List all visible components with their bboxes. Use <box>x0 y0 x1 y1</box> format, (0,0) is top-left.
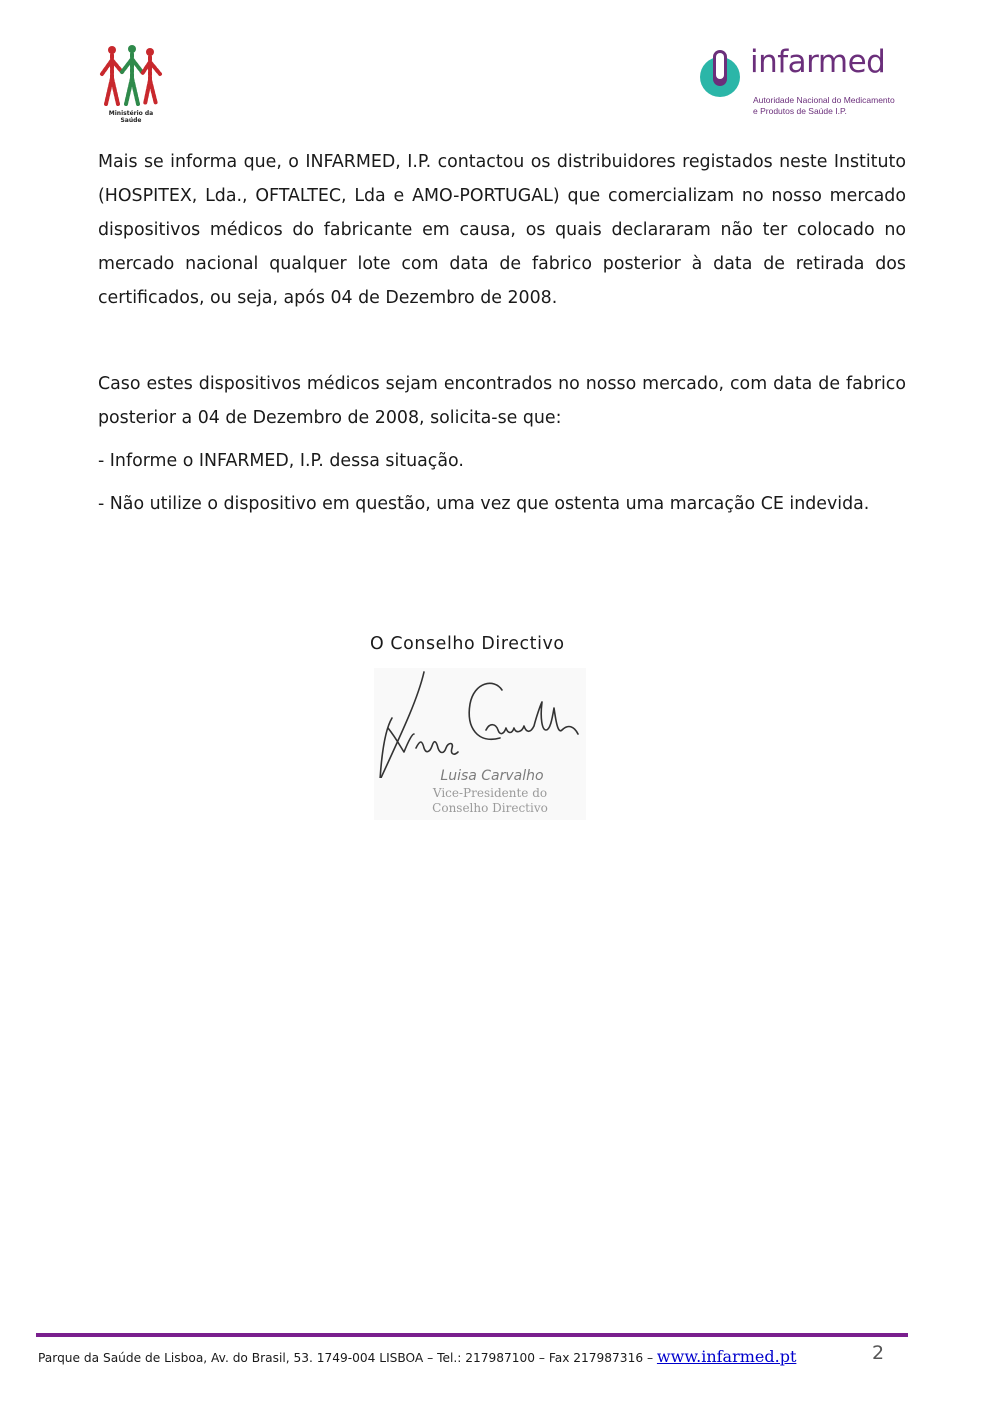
infarmed-subtitle-line2: e Produtos de Saúde I.P. <box>753 106 847 116</box>
stamp-role-line2: Conselho Directivo <box>432 801 548 815</box>
list-item-do-not-use: - Não utilize o dispositivo em questão, uma vez que ostenta uma marcação CE indevida. <box>98 494 870 514</box>
footer-divider <box>36 1333 908 1337</box>
stamp-role-line1: Vice-Presidente do <box>432 786 548 800</box>
handwritten-signature <box>374 668 586 778</box>
stamp-name: Luisa Carvalho <box>440 768 544 784</box>
ministry-logo-caption: Ministério da Saúde <box>108 110 154 124</box>
infarmed-symbol-icon <box>698 50 748 100</box>
infarmed-subtitle-line1: Autoridade Nacional do Medicamento <box>753 95 895 105</box>
council-heading: O Conselho Directivo <box>370 634 565 654</box>
website-link[interactable]: www.infarmed.pt <box>656 1347 797 1366</box>
paragraph-request: Caso estes dispositivos médicos sejam encontrados no nosso mercado, com data de fabrico posterior a 04 de Dezembro de 2008, solicita-se que: <box>98 374 906 428</box>
paragraph-distributors: Mais se informa que, o INFARMED, I.P. contactou os distribuidores registados neste Instituto (HOSPITEX, Lda., OFTALTEC, Lda e AMO-PORTUGAL) que comercializam no nosso mercado dispositivos médicos do fabricante em causa, os quais declararam não ter colocado no mercado nacional qualquer lote com data de fabrico posterior à data de retirada dos certificados, ou seja, após 04 de Dezembro de 2008. <box>98 152 906 308</box>
infarmed-wordmark: infarmed <box>750 44 886 80</box>
page-number: 2 <box>872 1342 885 1364</box>
infarmed-logo <box>698 44 898 120</box>
footer-address-text: Parque da Saúde de Lisboa, Av. do Brasil, 53. 1749-004 LISBOA – Tel.: 217987100 – Fax 217987316 – <box>38 1351 657 1365</box>
ministry-of-health-logo <box>98 44 164 124</box>
footer-address <box>38 1347 796 1366</box>
signature-stamp-image <box>374 668 586 820</box>
list-item-inform: - Informe o INFARMED, I.P. dessa situação. <box>98 451 464 471</box>
infarmed-subtitle <box>753 95 903 117</box>
